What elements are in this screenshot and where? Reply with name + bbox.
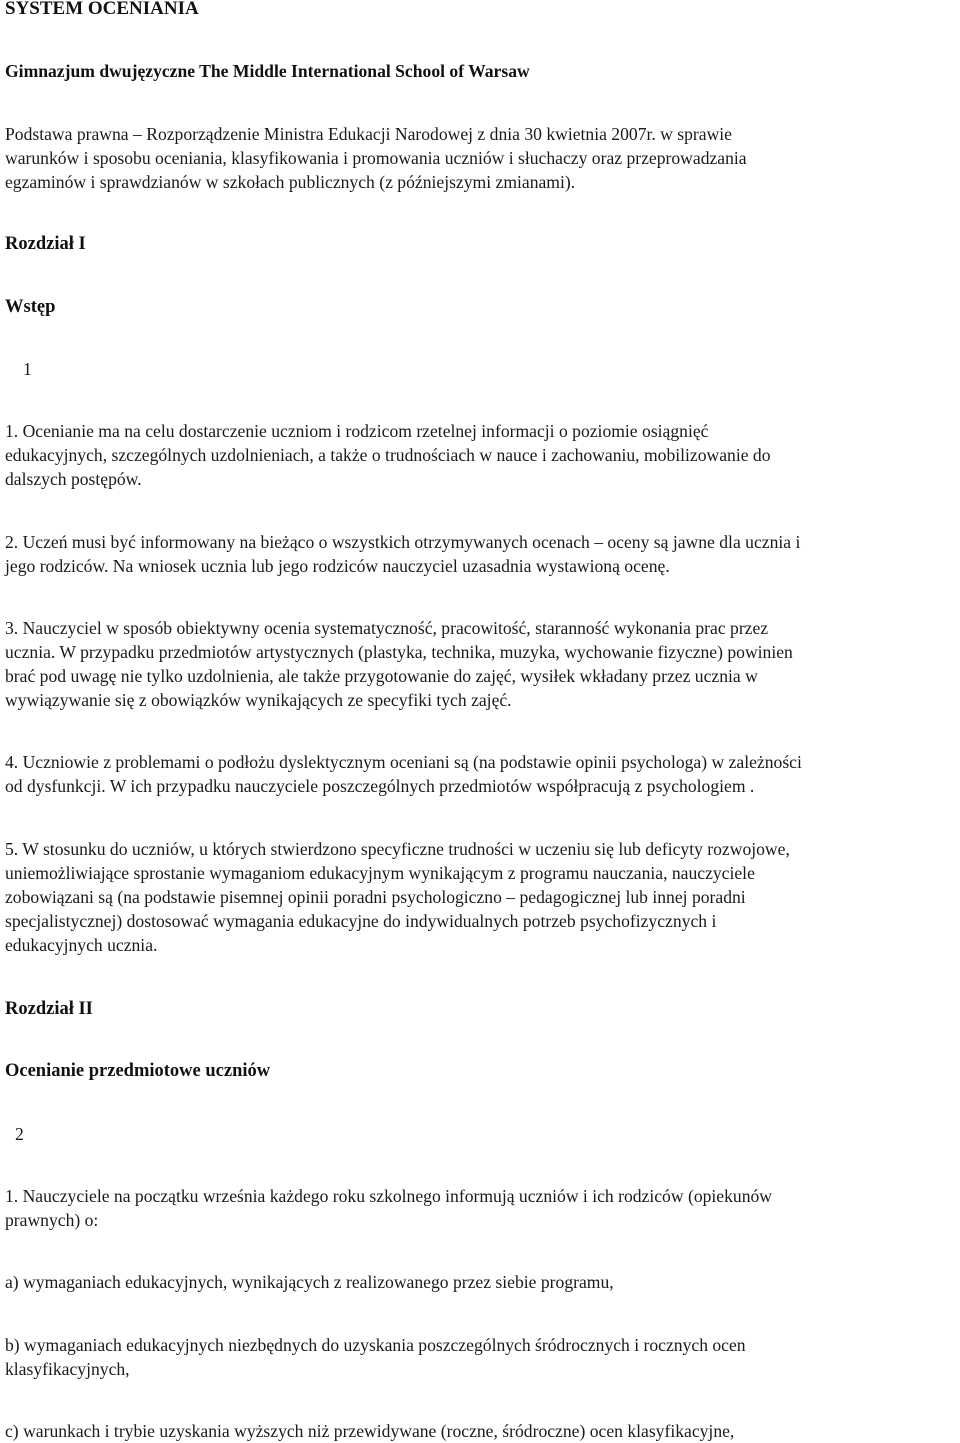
point-1-line-2: edukacyjnych, szczególnych uzdolnieniach, a także o trudnościach w nauce i zachowaniu, mobilizowanie do [5,445,771,465]
legal-basis-line-2: warunków i sposobu oceniania, klasyfikowania i promowania uczniów i słuchaczy oraz przeprowadzania [5,148,747,168]
chapter-2-heading: Rozdział II [5,999,93,1019]
document-title: SYSTEM OCENIANIA [5,0,199,19]
chapter-1-subheading: Wstęp [5,297,56,317]
point-3-line-4: wywiązywanie się z obowiązków wynikających ze specyfiki tych zajęć. [5,690,512,710]
point-3-line-2: ucznia. W przypadku przedmiotów artystycznych (plastyka, technika, muzyka, wychowanie fizyczne) powinien [5,642,793,662]
point-1-line-1: 1. Ocenianie ma na celu dostarczenie uczniom i rodzicom rzetelnej informacji o poziomie osiągnięć [5,421,709,441]
legal-basis-line-3: egzaminów i sprawdzianów w szkołach publicznych (z późniejszymi zmianami). [5,172,576,192]
point-5-line-3: zobowiązani są (na podstawie pisemnej opinii poradni psychologiczno – pedagogicznej lub innej poradni [5,887,746,907]
point-5-line-2: uniemożliwiające sprostanie wymaganiom edukacyjnym wynikającym z programu nauczania, nauczyciele [5,863,755,883]
point-4-line-1: 4. Uczniowie z problemami o podłożu dyslektycznym oceniani są (na podstawie opinii psychologa) w zależności [5,752,802,772]
section-number: 2 [15,1124,24,1144]
point-1-line-3: dalszych postępów. [5,469,142,489]
legal-basis-line-1: Podstawa prawna – Rozporządzenie Ministra Edukacji Narodowej z dnia 30 kwietnia 2007r. w sprawie [5,124,732,144]
point-a-line-1: a) wymaganiach edukacyjnych, wynikających z realizowanego przez siebie programu, [5,1272,614,1292]
point-5-line-4: specjalistycznej) dostosować wymagania edukacyjne do indywidualnych potrzeb psychofizycznych i [5,911,717,931]
point-2-1-line-1: 1. Nauczyciele na początku września każdego roku szkolnego informują uczniów i ich rodziców (opiekunów [5,1186,773,1206]
point-3-line-3: brać pod uwagę nie tylko uzdolnienia, ale także przygotowanie do zajęć, wysiłek wkładany przez ucznia w [5,666,758,686]
section-1-marker [5,357,32,381]
point-3-line-1: 3. Nauczyciel w sposób obiektywny ocenia systematyczność, pracowitość, staranność wykonania prac przez [5,618,769,638]
point-b-line-1: b) wymaganiach edukacyjnych niezbędnych do uzyskania poszczególnych śródrocznych i rocznych ocen [5,1335,746,1355]
section-number: 1 [23,359,32,379]
section-2-marker [5,1122,24,1146]
school-name: Gimnazjum dwujęzyczne The Middle International School of Warsaw [5,61,530,81]
point-2-line-2: jego rodziców. Na wniosek ucznia lub jego rodziców nauczyciel uzasadnia wystawioną ocenę. [5,556,670,576]
point-4-line-2: od dysfunkcji. W ich przypadku nauczyciele poszczególnych przedmiotów współpracują z psychologiem . [5,776,755,796]
chapter-1-heading: Rozdział I [5,234,86,254]
point-5-line-1: 5. W stosunku do uczniów, u których stwierdzono specyficzne trudności w uczeniu się lub deficyty rozwojowe, [5,839,790,859]
point-b-line-2: klasyfikacyjnych, [5,1359,130,1379]
point-2-line-1: 2. Uczeń musi być informowany na bieżąco o wszystkich otrzymywanych ocenach – oceny są jawne dla ucznia i [5,532,801,552]
point-5-line-5: edukacyjnych ucznia. [5,935,158,955]
point-2-1-line-2: prawnych) o: [5,1210,99,1230]
chapter-2-subheading: Ocenianie przedmiotowe uczniów [5,1061,271,1081]
point-c-line-1: c) warunkach i trybie uzyskania wyższych niż przewidywane (roczne, śródroczne) ocen klasyfikacyjne, [5,1421,735,1441]
